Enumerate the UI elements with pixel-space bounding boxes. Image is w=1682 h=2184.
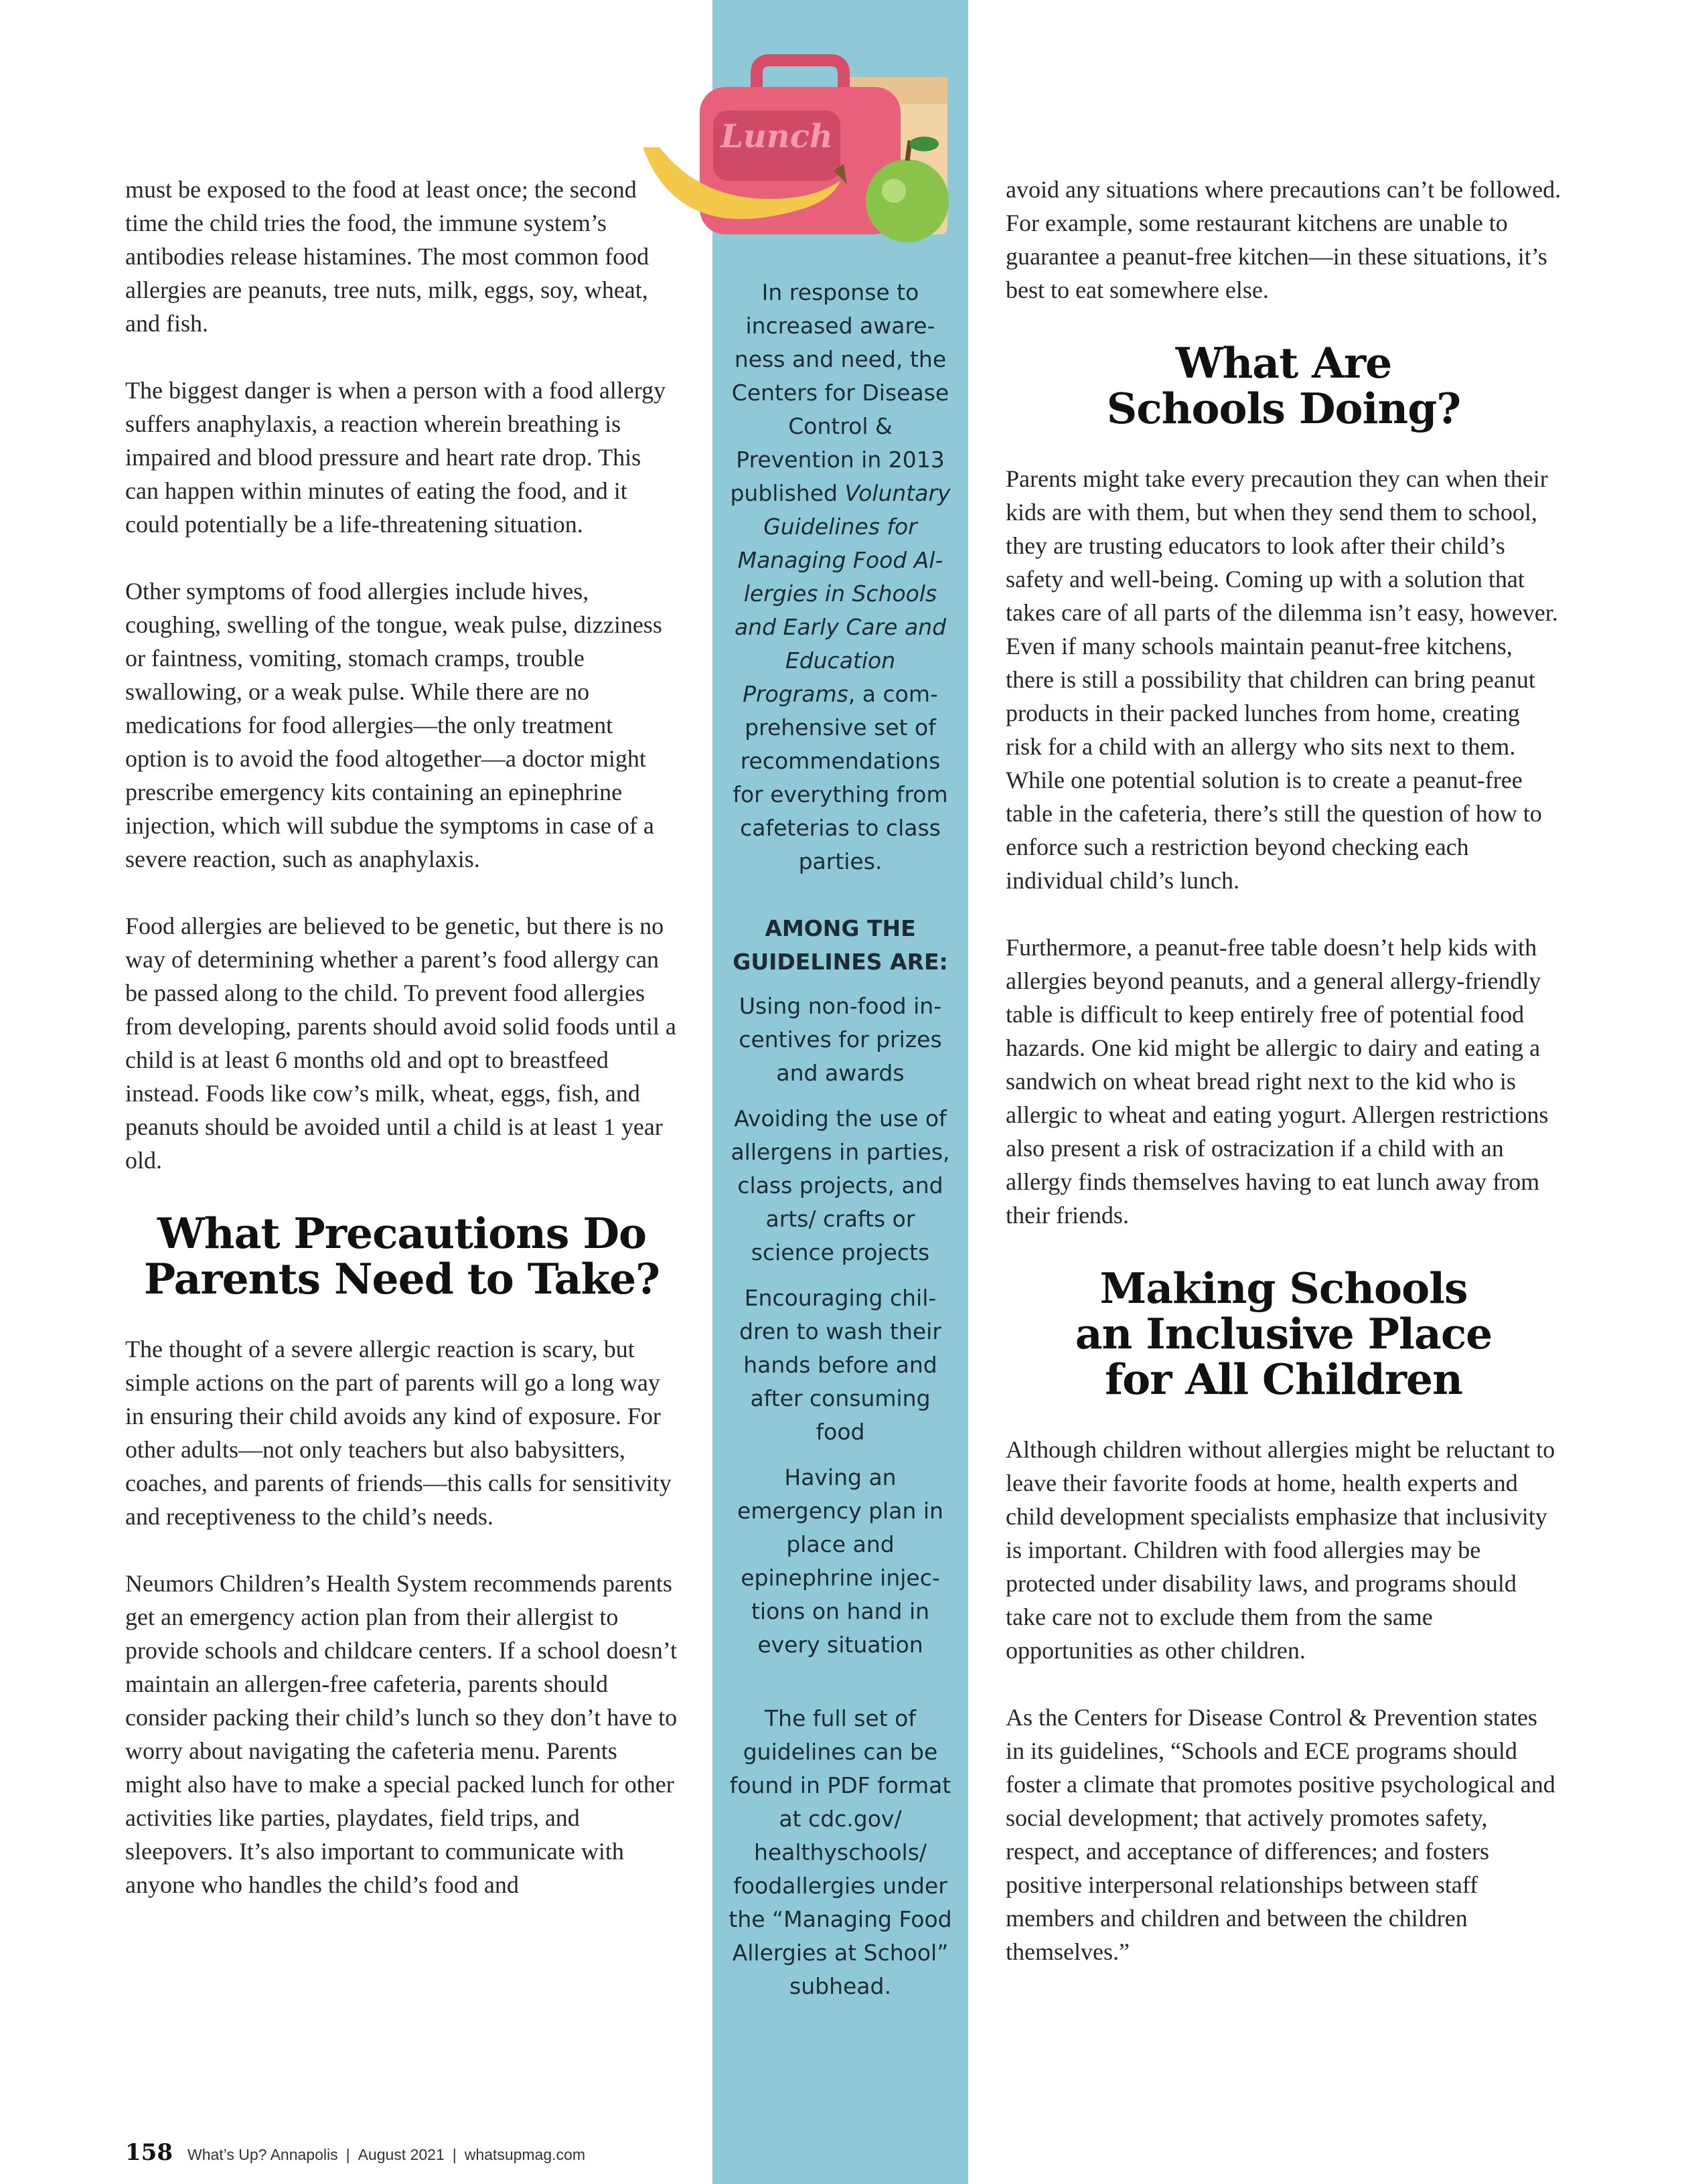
section-heading-inclusive: Making Schools an Inclusive Place for All Children bbox=[1075, 1263, 1493, 1404]
body-paragraph: The biggest danger is when a person with a food allergy suffers anaphylaxis, a reaction wherein breathing is impaired and blood pressure and heart rate drop. This can happen within minutes of eating the food, and it could potentially be a life-threatening situation. bbox=[125, 377, 666, 538]
section-heading-schools: What Are Schools Doing? bbox=[1106, 338, 1461, 433]
body-paragraph: avoid any situations where precautions can’t be followed. For example, some restaurant kitchens are unable to guarantee a peanut-free kitchen—in these situations, it’s best to eat somewhere else. bbox=[1006, 176, 1561, 303]
body-paragraph: Other symptoms of food allergies include hives, coughing, swelling of the tongue, weak pulse, dizziness or faintness, vomiting, stomach cramps, trouble swallowing, or a weak pulse. While there are no medications for food allergies—the only treatment option is to avoid the food altogether—a doctor might prescribe emergency kits containing an epinephrine injection, which will subdue the symptoms in case of a severe reaction, such as anaphylaxis. bbox=[125, 578, 662, 872]
right-column bbox=[1006, 173, 1561, 2002]
page-footer bbox=[125, 2139, 585, 2166]
body-paragraph: The thought of a severe allergic reaction is scary, but simple actions on the part of parents will go a long way in ensuring their child avoids any kind of exposure. For other adults—not only teachers but also babysitters, coaches, and parents of friends—this calls for sensitivity and receptiveness to the child’s needs. bbox=[125, 1336, 672, 1530]
body-paragraph: Neumors Children’s Health System recommends parents get an emergency action plan from their allergist to provide schools and childcare centers. If a school doesn’t maintain an allergen-free cafeteria, parents should consider packing their child’s lunch so they don’t have to worry about navigating the cafeteria menu. Parents might also have to make a special packed lunch for other activities like parties, playdates, field trips, and sleepovers. It’s also important to communicate with anyone who handles the child’s food and bbox=[125, 1570, 678, 1898]
sidebar-intro: In response to increased awareness and need, the Centers for Disease Control & Prevention in 2013 published Voluntary Guidelines for Managing Food Allergies in Schools and Early Care and Education Programs, a comprehensive set of recommendations for everything from cafeterias to class parties. bbox=[730, 279, 951, 874]
footer-separator: | bbox=[452, 2146, 457, 2163]
body-paragraph: Parents might take every precaution they can when their kids are with them, but when they send them to school, they are trusting educators to look after their child’s safety and well-being. Coming up with a solution that takes care of all parts of the dilemma isn’t easy, however. Even if many schools maintain peanut-free kitchens, there is still a possibility that children can bring peanut products in their packed lunches from home, creating risk for a child with an allergy who sits next to them. While one potential solution is to create a peanut-free table in the cafeteria, there’s still the question of how to enforce such a restriction beyond checking each individual child’s lunch. bbox=[1006, 465, 1558, 894]
body-paragraph: Furthermore, a peanut-free table doesn’t help kids with allergies beyond peanuts, and a general allergy-friendly table is difficult to keep entirely free of potential food hazards. One kid might be allergic to dairy and eating a sandwich on wheat bread right next to the kid who is allergic to wheat and eating yogurt. Allergen restrictions also present a risk of ostracization if a child with an allergy finds themselves having to eat lunch away from their friends. bbox=[1006, 934, 1549, 1229]
body-paragraph: Food allergies are believed to be genetic, but there is no way of determining whether a parent’s food allergy can be passed along to the child. To prevent food allergies from developing, parents should avoid solid foods until a child is at least 6 months old and opt to breastfeed instead. Foods like cow’s milk, wheat, eggs, fish, and peanuts should be avoided until a child is at least 1 year old. bbox=[125, 913, 676, 1174]
website-link[interactable]: whatsupmag.com bbox=[464, 2146, 585, 2163]
footer-separator: | bbox=[346, 2146, 350, 2163]
publication-name: What’s Up? Annapolis bbox=[187, 2146, 338, 2163]
body-paragraph: As the Centers for Disease Control & Prevention states in its guidelines, “Schools and ECE programs should foster a climate that promotes positive psychological and social development; that actively promotes safety, respect, and acceptance of differences; and fosters positive interpersonal relationships between staff members and children and between the children themselves.” bbox=[1006, 1704, 1555, 1965]
lunchbox-label: Lunch bbox=[720, 118, 833, 155]
guidelines-link-note: The full set of guidelines can be found in PDF format at cdc.gov/ healthyschools/ foodallergies under the “Managing Food Allergies at School” subhead. bbox=[729, 1705, 952, 1999]
guideline-item: Encouraging children to wash their hands before and after consuming food bbox=[739, 1285, 941, 1445]
lunchbox-illustration bbox=[639, 47, 988, 261]
apple-icon bbox=[866, 159, 949, 242]
page-number: 158 bbox=[125, 2139, 173, 2166]
body-paragraph: must be exposed to the food at least once; the second time the child tries the food, the immune system’s antibodies release histamines. The most common food allergies are peanuts, tree nuts, milk, eggs, soy, wheat, and fish. bbox=[125, 176, 649, 337]
sidebar-text bbox=[726, 276, 955, 2003]
guidelines-title: Voluntary Guidelines for Managing Food Allergies in Schools and Early Care and Education Programs bbox=[734, 480, 951, 707]
guidelines-heading: AMONG THE GUIDELINES ARE: bbox=[733, 915, 948, 975]
body-paragraph: Although children without allergies might be reluctant to leave their favorite foods at home, health experts and child development specialists emphasize that inclusivity is important. Children with food allergies may be protected under disability laws, and programs should take care not to exclude them from the same opportunities as other children. bbox=[1006, 1436, 1555, 1664]
guideline-item: Having an emergency plan in place and epinephrine injections on hand in every situation bbox=[737, 1464, 943, 1658]
left-column bbox=[125, 173, 678, 1935]
issue-date: August 2021 bbox=[358, 2146, 445, 2163]
guideline-item: Using non-food incentives for prizes and awards bbox=[739, 993, 942, 1086]
section-heading-precautions: What Precautions Do Parents Need to Take? bbox=[143, 1208, 660, 1304]
guideline-item: Avoiding the use of allergens in parties, class projects, and arts/ crafts or science projects bbox=[731, 1105, 950, 1265]
